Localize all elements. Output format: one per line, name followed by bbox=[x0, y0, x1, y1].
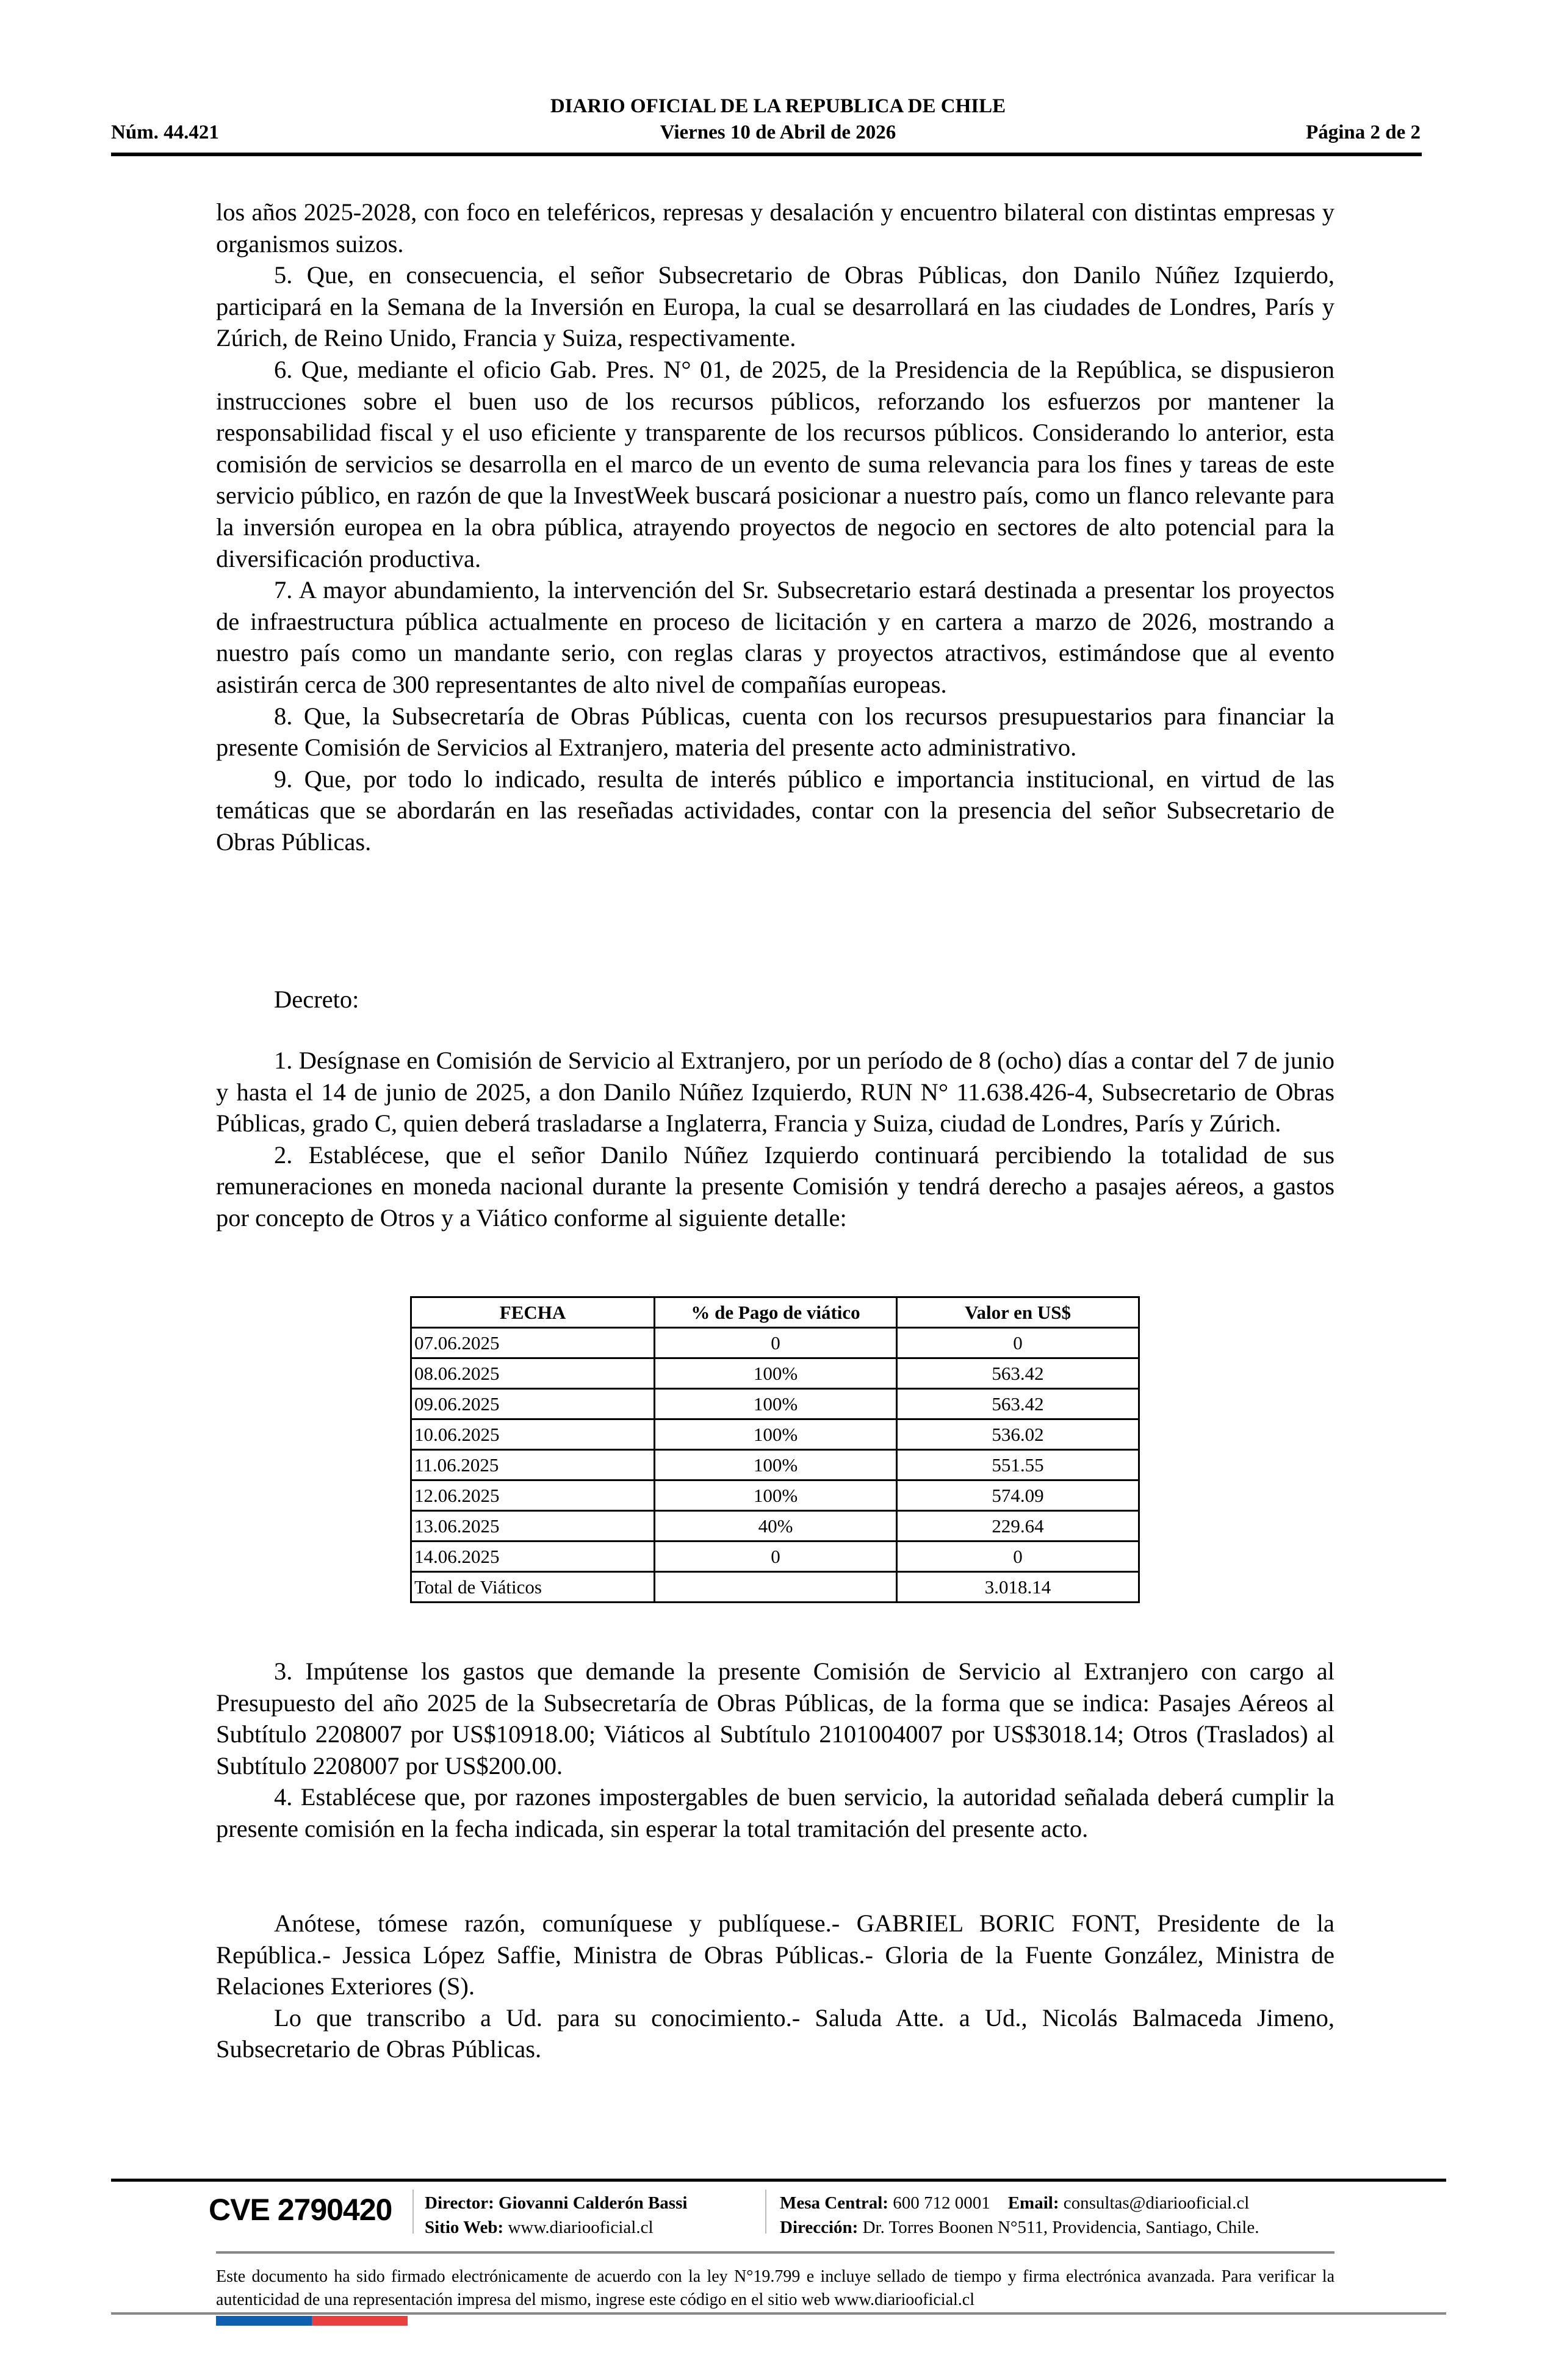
cell-fecha: 07.06.2025 bbox=[411, 1328, 655, 1358]
considerando-paragraph: 5. Que, en consecuencia, el señor Subsecretario de Obras Públicas, don Danilo Núñez Izquierdo, participará en la Semana de la Inversión en Europa, la cual se desarrollará en las ciudades de Londres, París y Zúrich, de Reino Unido, Francia y Suiza, respectivamente. bbox=[216, 261, 1334, 352]
cell-pago: 100% bbox=[655, 1419, 897, 1450]
flag-bar-red bbox=[312, 2316, 408, 2326]
flag-bar-blue bbox=[216, 2316, 312, 2326]
table-row bbox=[411, 1480, 1139, 1511]
divider bbox=[412, 2190, 414, 2234]
considerando-paragraph: 7. A mayor abundamiento, la intervención del Sr. Subsecretario estará destinada a presentar los proyectos de infraestructura pública actualmente en proceso de licitación y en cartera a marzo de 2026, mostrando a nuestro país como un mandante serio, con reglas claras y proyectos atractivos, estimándose que al evento asistirán cerca de 300 representantes de alto nivel de compañías europeas. bbox=[216, 576, 1334, 698]
cell-fecha: 12.06.2025 bbox=[411, 1480, 655, 1511]
cell-pago: 0 bbox=[655, 1328, 897, 1358]
email-link[interactable]: consultas@diariooficial.cl bbox=[1063, 2193, 1250, 2213]
cell-pago: 100% bbox=[655, 1480, 897, 1511]
divider bbox=[765, 2190, 766, 2234]
cell-valor: 563.42 bbox=[897, 1358, 1139, 1389]
header-valor: Valor en US$ bbox=[897, 1297, 1139, 1328]
considerando-paragraph: 6. Que, mediante el oficio Gab. Pres. N° 01, de 2025, de la Presidencia de la República, se dispusieron instrucciones sobre el buen uso de los recursos públicos, reforzando los esfuerzos por mantener la responsabilidad fiscal y el uso eficiente y transparente de los recursos públicos. Considerando lo anterior, esta comisión de servicios se desarrolla en el marco de un evento de suma relevancia para los fines y tareas de este servicio público, en razón de que la InvestWeek buscará posicionar a nuestro país, como un flanco relevante para la inversión europea en la obra pública, atrayendo proyectos de negocio en sectores de alto potencial para la diversificación productiva. bbox=[216, 355, 1334, 572]
table-row bbox=[411, 1542, 1139, 1572]
articulo-3: 3. Impútense los gastos que demande la presente Comisión de Servicio al Extranjero con cargo al Presupuesto del año 2025 de la Subsecretaría de Obras Públicas, de la forma que se indica: Pasajes Aéreos al Subtítulo 2208007 por US$10918.00; Viáticos al Subtítulo 2101004007 por US$3018.14; Otros (Traslados) al Subtítulo 2208007 por US$200.00. bbox=[216, 1657, 1334, 1780]
cell-pago: 0 bbox=[655, 1542, 897, 1572]
mesa-phone: 600 712 0001 bbox=[893, 2193, 990, 2213]
cell-fecha: 09.06.2025 bbox=[411, 1389, 655, 1419]
cell-fecha: 14.06.2025 bbox=[411, 1542, 655, 1572]
web-link[interactable]: www.diariooficial.cl bbox=[508, 2218, 654, 2237]
footer-rule-mid bbox=[216, 2251, 1334, 2254]
cell-valor: 574.09 bbox=[897, 1480, 1139, 1511]
cell-fecha: Total de Viáticos bbox=[411, 1572, 655, 1603]
cell-fecha: 13.06.2025 bbox=[411, 1511, 655, 1542]
table-row bbox=[411, 1511, 1139, 1542]
direccion-label: Dirección: bbox=[780, 2218, 859, 2237]
table-row bbox=[411, 1389, 1139, 1419]
cell-pago: 100% bbox=[655, 1389, 897, 1419]
table-row bbox=[411, 1450, 1139, 1480]
considerando-paragraph: los años 2025-2028, con foco en teleféricos, represas y desalación y encuentro bilateral con distintas empresas y organismos suizos. bbox=[216, 198, 1334, 258]
cve-code: CVE 2790420 bbox=[209, 2193, 392, 2227]
cell-pago bbox=[655, 1572, 897, 1603]
cell-fecha: 10.06.2025 bbox=[411, 1419, 655, 1450]
cell-valor: 536.02 bbox=[897, 1419, 1139, 1450]
cierre-transcripcion: Lo que transcribo a Ud. para su conocimiento.- Saluda Atte. a Ud., Nicolás Balmaceda Jimeno, Subsecretario de Obras Públicas. bbox=[216, 2003, 1334, 2063]
cell-pago: 100% bbox=[655, 1450, 897, 1480]
footer-director bbox=[425, 2191, 687, 2240]
footer-contact bbox=[780, 2191, 1259, 2240]
footer-rule-top bbox=[111, 2179, 1446, 2182]
articulo-2: 2. Establécese, que el señor Danilo Núñez Izquierdo continuará percibiendo la totalidad de sus remuneraciones en moneda nacional durante la presente Comisión y tendrá derecho a pasajes aéreos, a gastos por concepto de Otros y a Viático conforme al siguiente detalle: bbox=[216, 1141, 1334, 1231]
mesa-label: Mesa Central: bbox=[780, 2193, 888, 2213]
articulo-1: 1. Desígnase en Comisión de Servicio al Extranjero, por un período de 8 (ocho) días a contar del 7 de junio y hasta el 14 de junio de 2025, a don Danilo Núñez Izquierdo, RUN N° 11.638.426-4, Subsecretario de Obras Públicas, grado C, quien deberá trasladarse a Inglaterra, Francia y Suiza, ciudad de Londres, París y Zúrich. bbox=[216, 1047, 1334, 1138]
page-number: Página 2 de 2 bbox=[1306, 121, 1421, 143]
cierre bbox=[216, 1908, 1334, 2065]
cell-valor: 3.018.14 bbox=[897, 1572, 1139, 1603]
viaticos-table bbox=[410, 1296, 1140, 1603]
cierre-firmas: Anótese, tómese razón, comuníquese y publíquese.- GABRIEL BORIC FONT, Presidente de la República.- Jessica López Saffie, Ministra de Obras Públicas.- Gloria de la Fuente González, Ministra de Relaciones Exteriores (S). bbox=[216, 1909, 1334, 2000]
issue-date: Viernes 10 de Abril de 2026 bbox=[660, 121, 896, 143]
decreto-label bbox=[216, 984, 1334, 1015]
articulos-3-4 bbox=[216, 1656, 1334, 1845]
considerandos bbox=[216, 197, 1334, 857]
table-header-row bbox=[411, 1297, 1139, 1328]
web-label: Sitio Web: bbox=[425, 2218, 504, 2237]
director-name: Giovanni Calderón Bassi bbox=[499, 2193, 688, 2213]
footer-rule-bottom bbox=[111, 2312, 1446, 2315]
table-row bbox=[411, 1358, 1139, 1389]
header-rule bbox=[111, 153, 1422, 156]
direccion-value: Dr. Torres Boonen N°511, Providencia, Santiago, Chile. bbox=[862, 2218, 1259, 2237]
decreto-heading: Decreto: bbox=[274, 986, 359, 1013]
cell-pago: 40% bbox=[655, 1511, 897, 1542]
director-label: Director: bbox=[425, 2193, 494, 2213]
footer-disclaimer: Este documento ha sido firmado electrónicamente de acuerdo con la ley N°19.799 e incluye sellado de tiempo y firma electrónica avanzada. Para verificar la autenticidad de una representación impresa del mismo, ingrese este código en el sitio web www.diariooficial.cl bbox=[216, 2267, 1334, 2309]
cell-valor: 551.55 bbox=[897, 1450, 1139, 1480]
issue-number: Núm. 44.421 bbox=[111, 121, 219, 143]
considerando-paragraph: 9. Que, por todo lo indicado, resulta de interés público e importancia institucional, en virtud de las temáticas que se abordarán en las reseñadas actividades, contar con la presencia del señor Subsecretario de Obras Públicas. bbox=[216, 765, 1334, 856]
cell-valor: 0 bbox=[897, 1542, 1139, 1572]
cell-fecha: 08.06.2025 bbox=[411, 1358, 655, 1389]
cell-valor: 0 bbox=[897, 1328, 1139, 1358]
header-fecha: FECHA bbox=[411, 1297, 655, 1328]
cell-fecha: 11.06.2025 bbox=[411, 1450, 655, 1480]
articulos-1-2 bbox=[216, 1045, 1334, 1234]
table-row bbox=[411, 1419, 1139, 1450]
cell-pago: 100% bbox=[655, 1358, 897, 1389]
cell-valor: 563.42 bbox=[897, 1389, 1139, 1419]
newspaper-title: DIARIO OFICIAL DE LA REPUBLICA DE CHILE bbox=[550, 95, 1006, 117]
considerando-paragraph: 8. Que, la Subsecretaría de Obras Públicas, cuenta con los recursos presupuestarios para financiar la presente Comisión de Servicios al Extranjero, materia del presente acto administrativo. bbox=[216, 702, 1334, 762]
header-pago: % de Pago de viático bbox=[655, 1297, 897, 1328]
cell-valor: 229.64 bbox=[897, 1511, 1139, 1542]
table-total-row bbox=[411, 1572, 1139, 1603]
articulo-4: 4. Establécese que, por razones impostergables de buen servicio, la autoridad señalada deberá cumplir la presente comisión en la fecha indicada, sin esperar la total tramitación del presente acto. bbox=[216, 1783, 1334, 1842]
email-label: Email: bbox=[1007, 2193, 1059, 2213]
table-row bbox=[411, 1328, 1139, 1358]
